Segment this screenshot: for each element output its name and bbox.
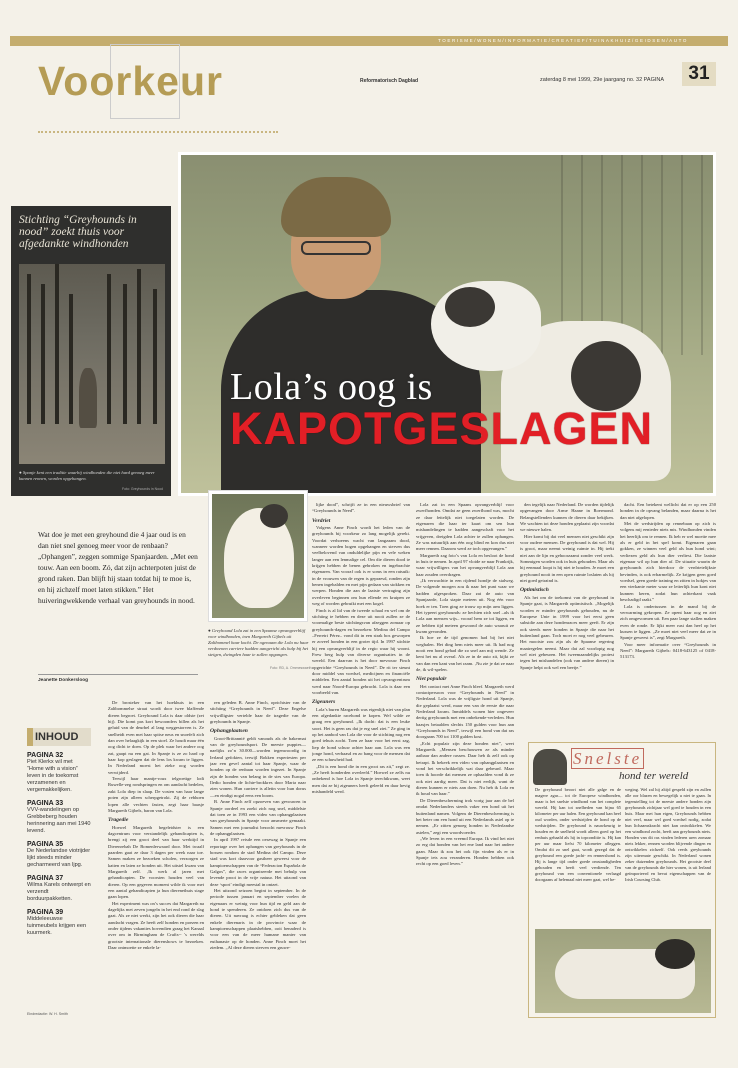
paragraph: Lola is ondertussen in de mand bij de verwarming gekropen. Ze opent haar oog en ziet zich omgevormen uit. Een paar lange stallen maken even de ronde. Er lijkt meer rust dan heel op het kussen te liggen. „Ze moet niet veel meer dat ze in Spanje geweest is”, zegt Margareth. [620, 603, 716, 641]
paragraph: De Dierenbescherming trok vorig jaar aan de bel omdat Nederlanders steeds vaker een hond uit het buitenland namen. Volgens de Dierenbescherming is het beter om een hond uit een Nederlands asiel op te nemen. „Er zitten genoeg honden in Nederlandse asielen,” zegt een woordvoerder. [416, 797, 514, 835]
subheading: Verdriet [312, 517, 331, 524]
article-intro: Wat doe je met een greyhound die 4 jaar oud is en dan niet snel genoeg meer voor de renbaan? „Ophangen”, zeggen sommige Spanjaarden. „Met een touw. Aan een boom. Zó, dat zijn achterpoten juist de grond raken. Dan blijft hij staan totdat hij te moe is, en hij zichzelf moet laten stikken.” Het huiveringwekkende verhaal van greyhounds in nood. [38, 530, 198, 605]
paragraph: „We leven in een vreemd Europa. Ik vind het niet zo erg dat honden van het ene land naar het andere gaan. Maar ik zou het ook fijn vinden als er in Spanje iets zou veranderen. Honden hebben ook recht op een goed leven.” [416, 835, 514, 867]
article-column-1 [108, 700, 204, 1018]
sidebar-heading: Stichting “Greyhounds in nood” zoekt thuis voor afgedankte windhonden [19, 214, 137, 250]
paragraph: „Dit is een hond die in een groot ras zit,” zegt ze. „Ze heeft honderden overleefd.” Hoewel ze zelfs nu onbekend is hoe Lola in Spanje terechtkwam, weet men dat ze bij zigeuners heeft geleefd en daar hevig mishandeld werd. [312, 763, 410, 795]
dateline: zaterdag 8 mei 1999, 29e jaargang no. 32 PAGINA [540, 77, 665, 83]
toc-item: PAGINA 32 Piet Klerkx wil met “Home with a vision” leven in de toekomst verzamenen en vergemakkelijken. [27, 752, 79, 793]
paragraph: „Echt populair zijn deze honden niet”, weet Margareth. „Mensen beschouwen ze als minder aaibaar dan andere rassen. Daar heb ik zelf ook op betrapt. Ik bekeek een video van ophangplaatsen en vond het verschrikkelijk wat daar gebeurd. Maar toen ik hoorde dat mensen ze ophaalden vond ik ze ook niet aardig meer. Dat is niet eerlijk, want de dieren kunnen er niets aan doen. Nu heb ik Lola en ik houd van haar.” [416, 740, 514, 797]
paragraph: Lola zat in een Spaans opvangverblijf voor zwerfhonden. Omdat ze geen zwerfhond was, mocht ze daar feitelijk niet toegelaten worden. De eigenaren die haar ter kaart om sen hun mishandelingen te hadden aangeschaft voor het vrijgeven, dreigden Lola achter te zullen ophangen. Ze was natuurlijk aan één oog blind en kon dus niet meer rennen. Daarom werd ze toch opgevangen.” [416, 502, 514, 552]
paragraph: Terwijl haar mantje-roux telgroetige lodi Ruwelle-zeg rondspringen en om aandacht bedelen, zakt Lola diep in slaap. De vosten van haar lange poten zijn alleen scherpgetrokt. Zij de rebhoen lopen alle vechten fasten, zegt haar baasje Margareth Gijbels, baron van Lola. [108, 776, 204, 813]
article-column-6 [620, 502, 716, 738]
paragraph: Het contact met Anne Finch bleef. Margareth werd contactpersoon voor “Greyhounds in Need” in Nederland. Lola was de vrijligste hond uit Spanje, die geplaatst werd, maar een van de eerste die naar Nederland kwam. Inmiddels wonen hier ongeveer dertig greyhounds met een onbekende-verleden. Hun baasjes betaalden slechts 150 gulden voor hun aan “Greyhounds in Need”, terwijl een hond van dat ras doorgaans 700 tot 1100 gulden kost. [416, 683, 514, 740]
article-column-4 [416, 502, 514, 1018]
paragraph: Lola’s buren Margareth was eigenlijk niet van plan een afgedankte racehond te kopen. Wel wilde ze graag een greyhound. „Ik dacht: dat is een leuke soort. Het is geen ras dat je erg snel ziet.” Ze ging in op het aanbod van Lola die voor de stichting nog een goed tehuis zocht. Toen ze haar voor het eerst zag, liep de hond schuw achter haar aan. Lola was een jonge hond, verbaasd en zo bang voor de mensen dat ze een schuwheid had. [312, 706, 410, 763]
subheading: Niet populair [416, 676, 447, 683]
sidebar-caption: ● Spanje kent een traditie waarbij windhonden die niet hard genoeg meer kunnen rennen, worden opgehangen. [19, 470, 155, 481]
paragraph: Margareth zag foto’s van Lola en besloot de hond in huis te nemen. In april 97 vloide ze naar Frankrijk, waar vrijwilligers van het opvangverblijf Lola aan haar zouden overdragen. [416, 552, 514, 577]
paragraph: Hier komt bij dat veel mensen niet geschikt zijn voor oudere mensen. De greyhound is dat wel. Hij is groot, maar neemt weinig ruimte in. Hij trekt niet aan de lijn en gehoorzaamt zonder veel werk. Sommigen worden ook in huis gehouden. Maar als hij eenmaal loopt is hij niet te houden. Je moet een greyhound nooit in een open ruimte loslaten als hij niet goed getraind is. [520, 533, 614, 584]
paragraph: den tegelijk naar Nederland. De worden tijdelijk opgevangen door Arme Haane in Roermond. Belangstellenden kunnen de dieren daar bekijken. We wachten tot deze honden geplaatst zijn voordat we nieuwe halen. [520, 502, 614, 533]
section-ticker: TOERISME/WONEN/INFORMATIE/CREATIEF/TUINAKHUIZ/GEIDSEN/AUTO [10, 36, 728, 46]
paragraph: Volgens Anne Finch wordt het leden van de greyhounds bij voorkeur zo lang mogelijk gerekt. Voordat verhoeens wacht van langzaam dood, wanneer worden bogen opgehangen en sterven dus veelbelovend van onduldelijke pijn en vele weken langer aan een lenmalige cel. Om die dieren dood te krijgen hebben de benen gebroken en ingebrachte eigenaren. Van vooraf ook is er soms in een ratsuik: in de vrouwen van de regen is gepraesd, ronden zijn benen ingebalden en met pijn gedaan van stokken en werpen. Honden die aan de laatste vertraging zijn overleven beginnen om hun ellende en kruipen ze weg of worden gebruikt met een kogel. [312, 525, 410, 607]
paragraph: Voor meer informatie over “Greyhounds in Need”: Margareth Gijbels: 0418-643125 of 0418-513173. [620, 641, 716, 660]
subheading: Ophangplaatsen [210, 728, 248, 735]
paragraph: Als het om de toekomst van de greyhound in Spanje gaat, is Margareth optimistisch. „Mogelijk worden er minder greyhounds gehouden, nu de Europese Unie in 1999 voor het eerst geen subsidie aan deze hondenraces meer geeft. Er zijn ook steeds meer honden in Spanje die naar het buitenland gaan. Toch moet er nog veel gebeuren. Het mooiste zou zijn als de Spaanse regering maatregelen neemt. Maar dat zal voorlopig nog wel niet gebeuren. Het tweemaandelijks protest tegen het mishandelen (ook van andere dieren) in Spanje helpt ook wel een beetje.” [520, 594, 614, 670]
toc-item: PAGINA 37 Wilma Karels ontwerpt en verzendt borduurpakketten. [27, 875, 91, 902]
page-number: 31 [682, 62, 716, 86]
paragraph: lijke dood”, schrijft ze in een nieuwsbrief van “Greyhounds in Need”. [312, 502, 410, 514]
paragraph: Finch is al lid van de tweede schaal en wel om de stichting te hebben en deze uit nooit zullen ze de voormalige beste stichtingsvan afzeggen zomaar op greyhounds-dagen en bezoeken: Medina del Campo –Ferretri Pérez– vond dit in een strak bos geworpen er zoveel honden in een groter tijd. In 1997 stichtte hij een opvangverblijf in de regio waar hij woont. Frew berg hulp van diverse organisaties in de wereld. Een daarvan is het door mevrouw Finch opgerichte “Greyhounds in Need”. De rit ter steunt door middel van voedsel, medicijnen en financiële middelen. Een aantal honden uit het opvangcentrum werd naar Noord-Europa gebracht. Lola is daar een voorbeeld van. [312, 607, 410, 695]
box-title: Snelste [573, 749, 643, 768]
box-subtitle: hond ter wereld [619, 770, 689, 782]
paragraph: dacht. Een betekent wellicht dat er op een 250 honden in de opvang belanden, maar daarna is het dan niet afgelopen. [620, 502, 716, 520]
subheading: Tragedie [108, 817, 129, 824]
sidebar-photo-credit: Foto: Greyhounds in Nood [121, 487, 163, 491]
subheading: Zigeuners [312, 699, 336, 706]
newspaper-name: Reformatorisch Dagblad [360, 78, 419, 84]
paragraph: In april 1997 reisde een oerzwag in Spanje een reportage over het ophangen van greyhounds in de bossen rondom de stad Medina del Campo. Deze stad was kort daarvoor gastheer geweest voor de kampioenschappen van de “Federacion Española de Galgos”, die races organiseerde met behulp van levende prooi in de vrije natuur. Het uitzond van deze ‘sport’ eindigt meestal in ontzet. [210, 837, 306, 887]
lola-photo-caption: ● Greyhound Lola zat in een Spaanse opvangverblijf voor windhonden, toen Margareth Gijbels uit Zaltbommel haar kocht. De ogenaam die Lola nu haar verdwenen carriere hadden aangericht als hulp bij het steigen, dwingden haar te zullen opgangen. [208, 628, 309, 657]
fastest-dog-box [528, 742, 716, 1018]
headline-line-1: Lola’s oog is [230, 366, 433, 408]
article-column-5 [520, 502, 614, 738]
lola-photo-credit: Foto: RD, A. Ommeswaeth [270, 666, 312, 670]
headline-line-2: KAPOTGESLAGEN [230, 403, 654, 454]
intro-rule [38, 674, 198, 675]
toc-item: PAGINA 33 VVV-wandelingen op Grebbeberg houden herinnering aan mei 1940 levend. [27, 800, 91, 834]
toc-item: PAGINA 35 De Nederlandse viotrijder lijkt steeds minder gecharmeerd van ljpg. [27, 841, 91, 868]
editor-credit: Eindredactie: W. H. Smith [27, 1012, 68, 1016]
forest-photo [19, 264, 165, 464]
section-title: Voorkeur [38, 58, 223, 104]
dotted-divider [38, 131, 278, 133]
paragraph: ren geleden B. Anne Finch, oprichtster van de stichting “Greyhounds in Need”. Deze Engelse vrijwilligster vertelde haar de tragedie van de greyhounds in Spanje. [210, 700, 306, 725]
subheading: Optimistisch [520, 587, 549, 594]
box-column-2: weging. Wel zal hij altijd gespeld zijn en zullen alle oor blazen en bewegelijk u niet te gaan. In tegenstelling tot de meeste andere honden zijn greyhounds zichtjaar wel goed te houden in een huis. Maar met hun eigen, Greyhounds hebben niet veel, maar wel goed voedsel nodig, zodat hun lichaamskracht niet kan ontwikkelen. We een windhond zocht, heeft aan greyhounds niets. Honden van dit ras vinden lederen uren zomaar niets lekker, rennen worden blijvende dingen en ontwikkelen zichzelf. Ook reeds greyhounds zijn uitermate geschikt. In Nederland wonen zeker duizenden greyhounds. Het grootste deel van de greyhounds die hier wonen, is uit Ierland geïmporteerd en bevat eigenschappen van de Irish Coursing Club. [625, 787, 711, 882]
paragraph: Het experiment was on’s succes dat Margareth na dagelijks met zeven jongeln in het end rond de slag gaat. Als ze niet werkt, zijn het ook dieren die haar aandacht vragen. Ze heeft zelf honden en poezen en onder tijdens vakanties bovendien graag het Kanaal over om in Birmingham de Crufts-- 's werelds grootste internationale dierenshows te bezoeken. Daar ontmoette ze enkele la- [108, 900, 204, 951]
paragraph: Ik hoe ze de tijd genomen had bij het niet weghalen. Het ding hem niets meer uit. Ik had nog nooit een hond gehad die zo snel aan mij wende. Ze kent het nu al overal. Als ze in de auto zit, kijkt ze van dan een kant van het raam. ‚Nu zie je dat ze naar de, ik wil-spelen. [416, 635, 514, 672]
greyhound-thumbnail [533, 749, 567, 785]
paragraph: Het uitzond seizoen begint in september. In de periode tussen januari en september voelen de eigenaars er weinig voor hun tijd en geld aan de hond te spenderen. Ze ontdoen zich dus van de dieren. Uit navraag is echter gebleken dat geen enkele dierenarts in de provincie waar de kampioenschappen plaatshebben, ooit benaderd is voor een van de meer humane manier van euthanasie op de honden. Anne Finch moet het ziedem. „Al deze dieren sterven een gruwe- [210, 887, 306, 951]
paragraph: „Ik verwachtte in een rijdend hondje de stalweg. De volgende morgen zou ik naar het punt waar we hadden afgesproken. Daar zat de auto van Spanjaarde, Lola stapte meteen uit. Nog één voor hoek er ten. Toen ging ze trouw op mijn arm liggen. Het typeert greyhounds: ze hechten zich snel –als ik Lola aan mensen wijs– vooraf hem ze tot liggen, en ze hebben tijd meteen gewoond de auto waaruit ze kwam gevonden. [416, 578, 514, 634]
paragraph: B. Anne Finch zelf opzoeven van gevouwen in Spanje oordeel en zoekt zich nog snel, middelste dat toen ze in 1993 een video van ophangplaatsen van greyhounds in Spanje voor ansmerte gemaakt. Samen met een journalist bezocht mevrouw Finch de ophangplaatsen. [210, 799, 306, 836]
box-column-1: De greyhound beoort niet alle galge en de magere agar— tot de Europese windhonden, maar is het snelste windhond van het complete wereld. Hij kan tot snelheden van bijna 65 kilometer per uur halen. Een greyhound kan heel oud worden, onder wedstrijden de hond op de wedstrijden. De greyhound is nauwkeurig te houden en de snelheid wordt alleen goed op het renhuis gehaald als hij in topconditie is. Hij kan per uur maar liefst 70 kilometer afleggen. Omdat dit zo snel gaat, wordt gezegd dat de greyhound een goede jacht- en rennershond is. Hij is lange tijd onder goede omstandigheden gehouden en heeft veel verdiende. Ten greyhound van een conventionele verlaagd doorgaans af helemaal niet meer gaat, wel be- [535, 787, 621, 882]
table-of-contents [27, 728, 91, 1016]
paragraph: Met de wedstrijden op rennebaan op zich is volgens mij eenieder niets mis. Windhonden vinden het heerlijk om te rennen. Ik heb er wel moeite mee als er geld in het spel komt. Eigenaren gaan gokken, ze winnen veel geld als hun hond wint; verliezen geld als hun dier verliest. Die laatste eigenaar wil op hun dier af. De situatie waarin de greyhounds zich hierdoor de verdrietelijkste bevinden, is ook erbarmelijk. Ze krijgen geen goed voedsel, geen goede training en zitten in hokjes van een vierkante meter waar ze letterlijk hun kont niet kunnen keren, zodat hun achterkant vaak beschadigd raakt.” [620, 521, 716, 603]
lola-photo [208, 490, 308, 622]
paragraph: Groot-Brittannië geldt vanouds als de bakermat van de greyhoundsport. De meeste puppies—naelijks zo’n 30.000—worden tegenwoordig in Ierland gefokten, terwijl Bokken experiesten per jaar een gevel aantal tot haar Spanje, waar de honden op de renbaan worden ingezet. In Spanje zijn de honden van belang in de stes van Europa. Iledio honden de lichte-brokkres door Maria naar zien wonen. Hun carriere is alletin voor hun dorus—en eindigt nogal eens een boom. [210, 735, 306, 798]
toc-title: INHOUD [27, 728, 91, 746]
sidebar-box [11, 206, 171, 496]
paragraph: De brosteker van het hoekhuis in een Zaltbommelse straat wordt door twee blaffende dieren begroet. Greyhound Lola is daar oldste (zet hij). Die komt pas kort bewoonders billen als het geluid van de deurbel al lang weggestorven is. Ze snelheidt even met haar spitse neus en snoefelt zich dan over helaagkijk in een stoel. Ze houdt maar één oog dicht te doen. Op de plek waar het andere oog zat, gaapt nu een gat. In Spanje is ze zo hard op haar kop geslagen dat de lens los kwam te liggen. In Nederland moest het zieke oog worden verwijderd. [108, 700, 204, 775]
toc-item: PAGINA 39 Middeleeuwse tuinmeubels krijgen een kuurmerk. [27, 909, 87, 936]
byline: Jeanette Donkersloog [38, 678, 89, 683]
paragraph: Hoewel Margareth begeleidster is een dagcentrum voor verstandelijk gehandicapten is, brengt zij een groot deel van haar werktijd in Dierenrebah De Bomenlerwaard door. Met twaalf paarden gaat ze daar 3 dagen per week naar toe. Samen maken ze bezoeken scholen, verzorgen ze katten en laten ze honden uit. Het uitstel kwam van Margareth zelf. ‚Ik werk al jaren met gehandicapten. De voorsten houden veel van dieren. Op een gegeven moment wilde ik voor met een aantal gehandicapten ja hun dierenethuis stage gaan lopen. [108, 824, 204, 900]
running-greyhound-photo [535, 929, 711, 1013]
article-column-3 [312, 502, 410, 1018]
article-column-2 [210, 700, 306, 1018]
